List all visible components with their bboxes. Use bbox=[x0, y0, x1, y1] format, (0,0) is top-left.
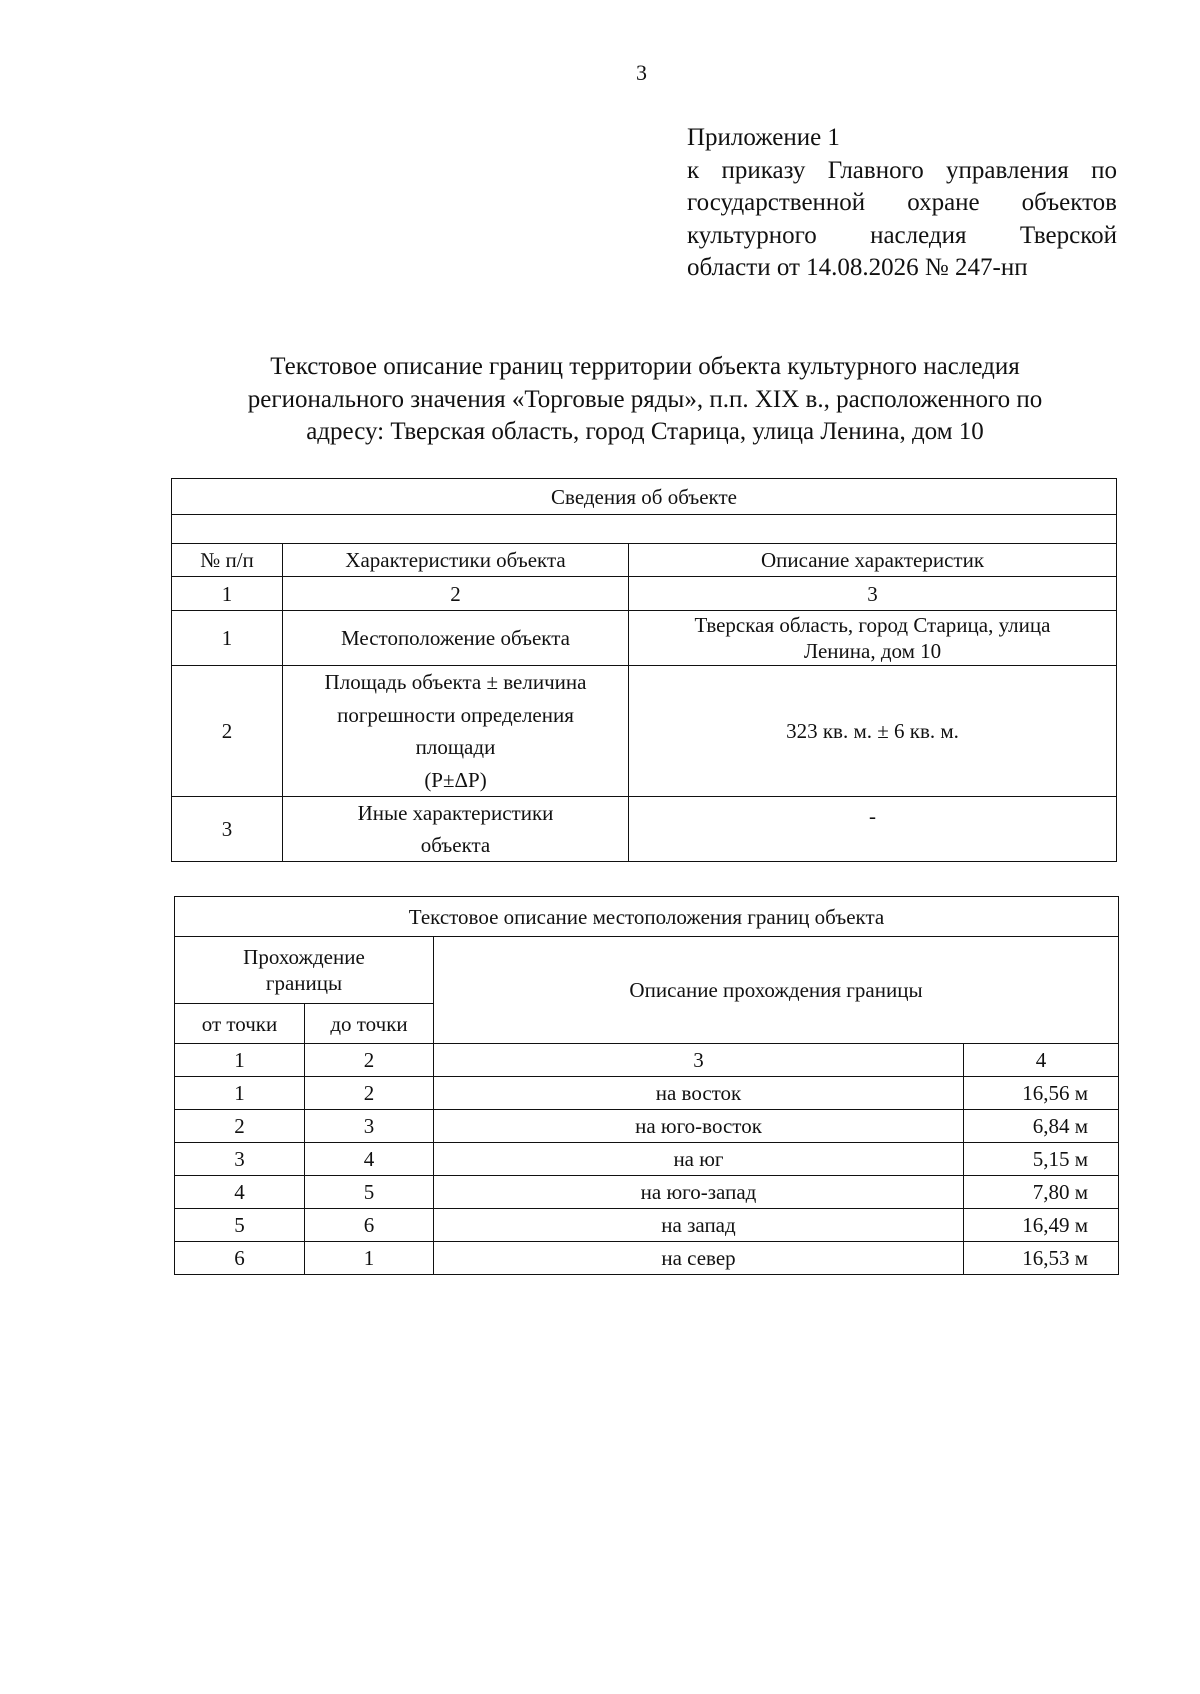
table-row bbox=[175, 1143, 1119, 1176]
text-line: Местоположение объекта bbox=[340, 626, 570, 650]
object-table-spacer bbox=[172, 515, 1117, 544]
text-line: объекта bbox=[420, 833, 491, 857]
segment-length: 16,53 м bbox=[964, 1242, 1119, 1275]
row-description bbox=[629, 611, 1117, 666]
table-row bbox=[175, 1176, 1119, 1209]
from-point: 1 bbox=[175, 1077, 305, 1110]
appendix-line: Приложение 1 bbox=[687, 124, 840, 151]
segment-length: 5,15 м bbox=[964, 1143, 1119, 1176]
direction: на запад bbox=[434, 1209, 964, 1242]
row-number: 2 bbox=[172, 666, 283, 797]
text-line: границы bbox=[265, 971, 343, 995]
page-number: 3 bbox=[636, 60, 647, 85]
to-point: 5 bbox=[305, 1176, 434, 1209]
direction: на восток bbox=[434, 1077, 964, 1110]
direction: на юг bbox=[434, 1143, 964, 1176]
table-row bbox=[175, 1077, 1119, 1110]
table-row bbox=[172, 666, 1117, 797]
column-number: 3 bbox=[434, 1044, 964, 1077]
title-line: регионального значения «Торговые ряды», п.п. XIX в., расположенного по bbox=[247, 385, 1043, 413]
appendix-reference bbox=[687, 122, 1117, 285]
column-number: 1 bbox=[175, 1044, 305, 1077]
table-row bbox=[175, 1242, 1119, 1275]
header-to-point: до точки bbox=[305, 1004, 434, 1044]
from-point: 5 bbox=[175, 1209, 305, 1242]
text-line: Иные характеристики bbox=[357, 801, 554, 825]
boundary-table bbox=[174, 896, 1119, 1275]
column-number: 1 bbox=[172, 577, 283, 611]
title-line: адресу: Тверская область, город Старица, улица Ленина, дом 10 bbox=[306, 418, 984, 445]
column-number: 2 bbox=[283, 577, 629, 611]
to-point: 4 bbox=[305, 1143, 434, 1176]
from-point: 4 bbox=[175, 1176, 305, 1209]
segment-length: 16,56 м bbox=[964, 1077, 1119, 1110]
column-number: 2 bbox=[305, 1044, 434, 1077]
text-line: Площадь объекта ± величина bbox=[324, 670, 587, 694]
row-characteristic bbox=[283, 611, 629, 666]
table-row bbox=[172, 611, 1117, 666]
object-info-table bbox=[171, 478, 1117, 862]
direction: на юго-запад bbox=[434, 1176, 964, 1209]
text-line: (Р±ΔР) bbox=[424, 767, 487, 792]
text-line: 323 кв. м. ± 6 кв. м. bbox=[786, 719, 959, 743]
row-number: 3 bbox=[172, 797, 283, 862]
text-line: площади bbox=[415, 735, 496, 759]
text-line: Тверская область, город Старица, улица bbox=[694, 613, 1051, 637]
table-row bbox=[175, 1110, 1119, 1143]
text-line: Прохождение bbox=[243, 945, 365, 969]
direction: на юго-восток bbox=[434, 1110, 964, 1143]
boundary-table-caption: Текстовое описание местоположения границ объекта bbox=[175, 897, 1119, 937]
appendix-line: к приказу Главного управления по bbox=[687, 156, 1117, 184]
table-row bbox=[172, 797, 1117, 862]
row-characteristic bbox=[283, 666, 629, 797]
table-row bbox=[175, 1209, 1119, 1242]
segment-length: 16,49 м bbox=[964, 1209, 1119, 1242]
header-boundary-description: Описание прохождения границы bbox=[434, 937, 1119, 1044]
to-point: 3 bbox=[305, 1110, 434, 1143]
column-number: 3 bbox=[629, 577, 1117, 611]
row-description bbox=[629, 666, 1117, 797]
appendix-line: государственной охране объектов bbox=[687, 189, 1117, 216]
row-number: 1 bbox=[172, 611, 283, 666]
to-point: 6 bbox=[305, 1209, 434, 1242]
to-point: 2 bbox=[305, 1077, 434, 1110]
column-number: 4 bbox=[964, 1044, 1119, 1077]
header-from-point: от точки bbox=[175, 1004, 305, 1044]
to-point: 1 bbox=[305, 1242, 434, 1275]
header-characteristic: Характеристики объекта bbox=[283, 544, 629, 577]
from-point: 3 bbox=[175, 1143, 305, 1176]
appendix-line: культурного наследия Тверской bbox=[687, 221, 1117, 249]
header-passage bbox=[175, 937, 434, 1004]
from-point: 6 bbox=[175, 1242, 305, 1275]
header-description: Описание характеристик bbox=[629, 544, 1117, 577]
document-title bbox=[160, 351, 1130, 449]
row-description bbox=[629, 797, 1117, 862]
header-number: № п/п bbox=[172, 544, 283, 577]
from-point: 2 bbox=[175, 1110, 305, 1143]
appendix-line: области от 14.08.2026 № 247-нп bbox=[687, 254, 1028, 281]
direction: на север bbox=[434, 1242, 964, 1275]
text-line: Ленина, дом 10 bbox=[803, 639, 942, 663]
text-line: - bbox=[869, 804, 876, 828]
text-line: погрешности определения bbox=[337, 702, 574, 727]
object-table-caption: Сведения об объекте bbox=[172, 479, 1117, 515]
segment-length: 6,84 м bbox=[964, 1110, 1119, 1143]
row-characteristic bbox=[283, 797, 629, 862]
title-line: Текстовое описание границ территории объекта культурного наследия bbox=[270, 353, 1020, 380]
segment-length: 7,80 м bbox=[964, 1176, 1119, 1209]
